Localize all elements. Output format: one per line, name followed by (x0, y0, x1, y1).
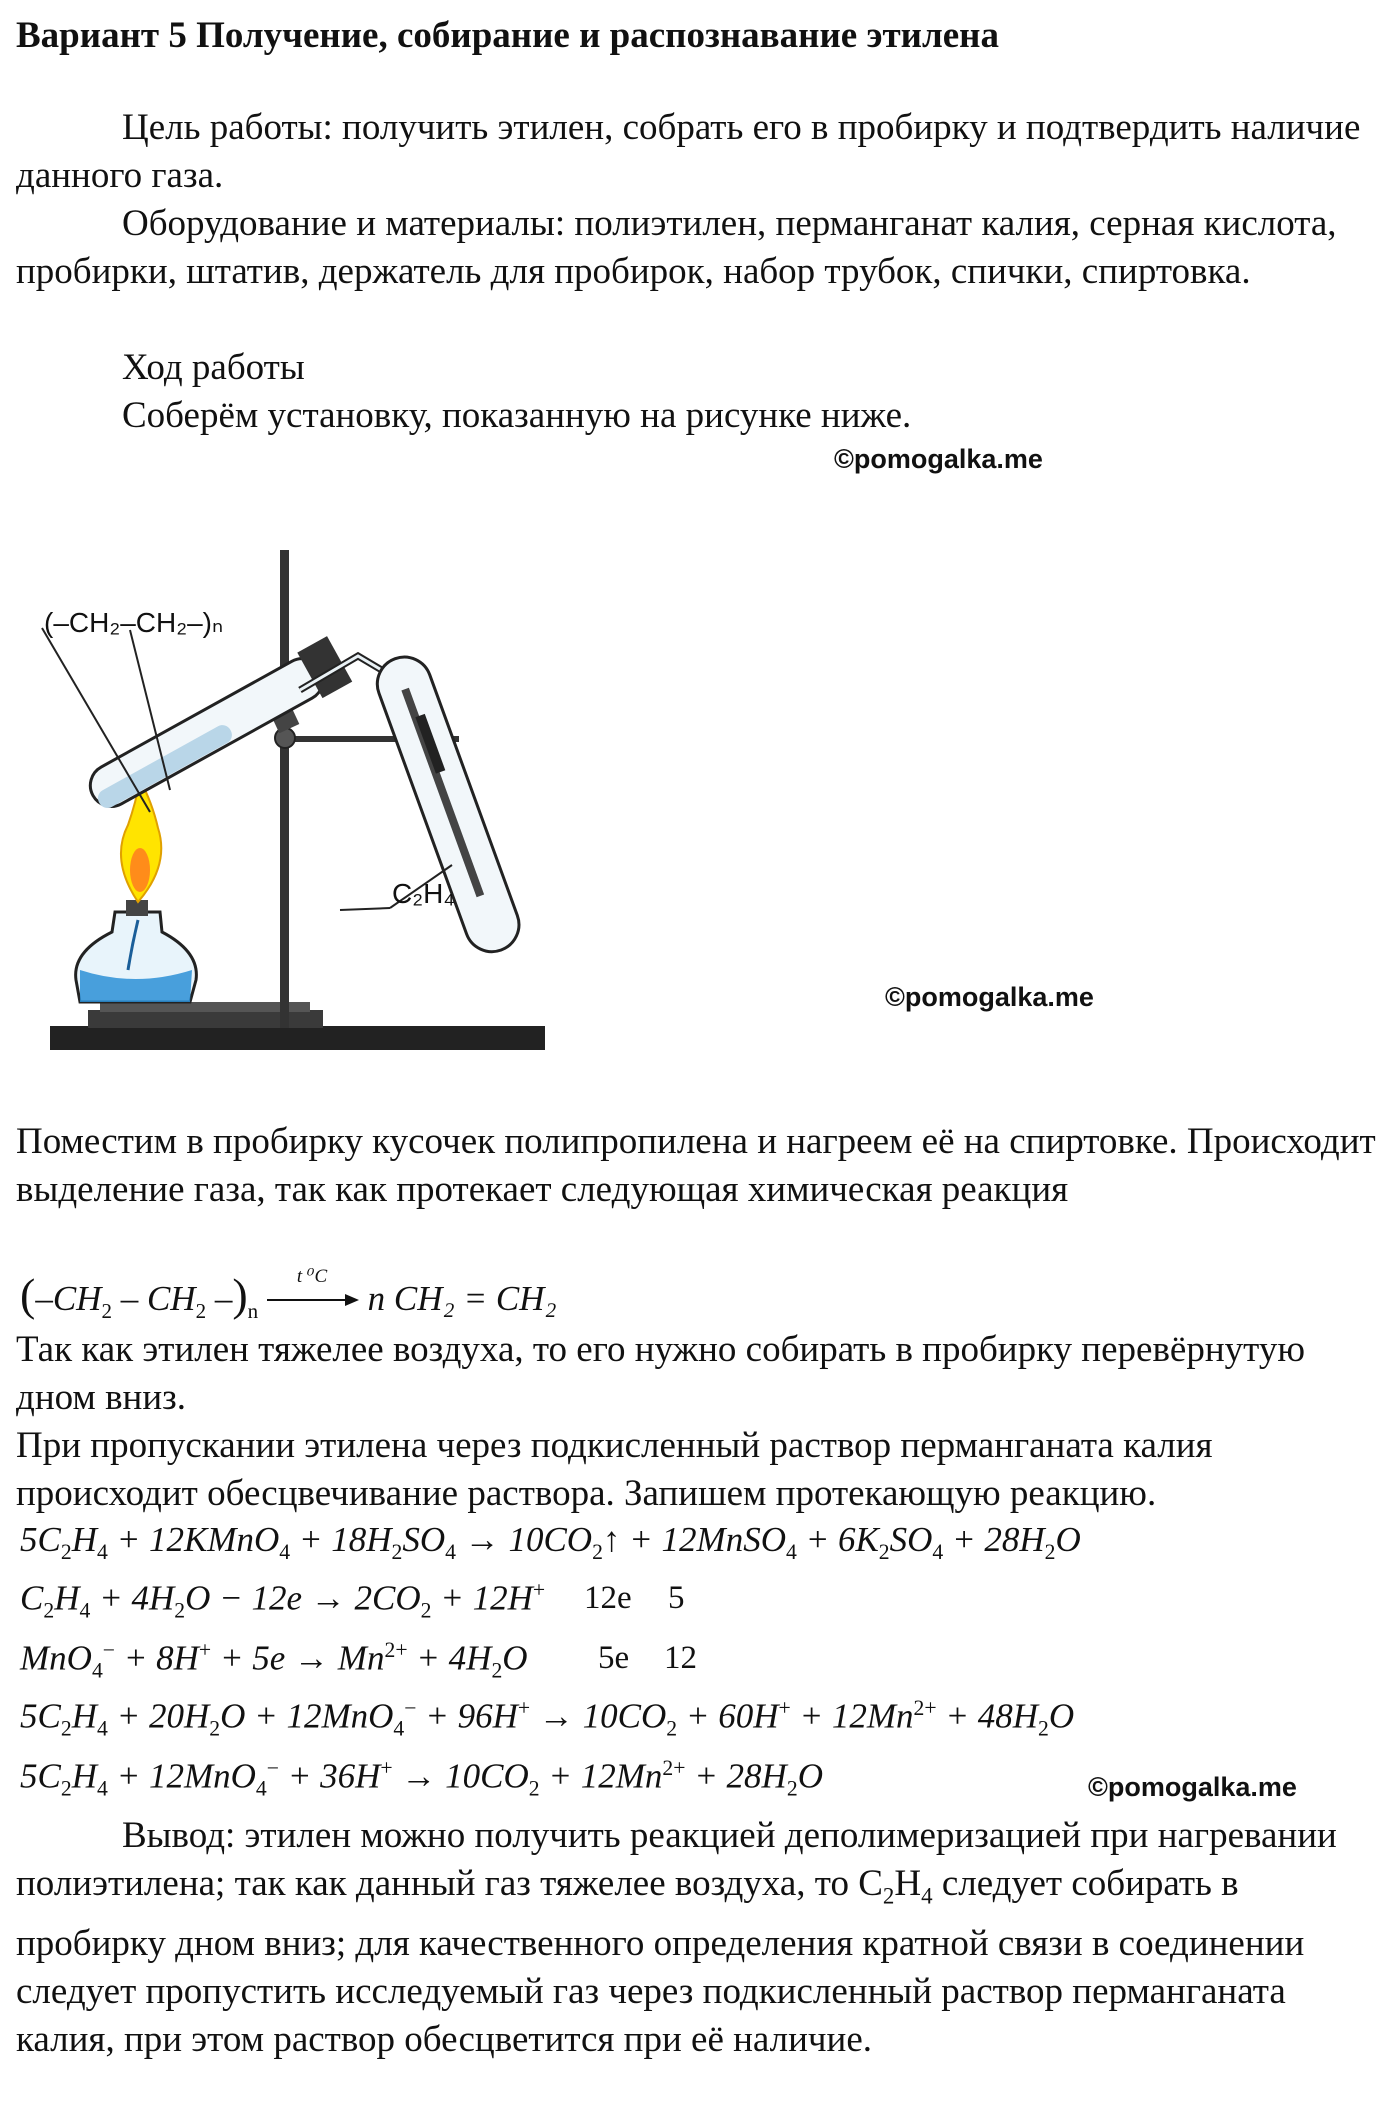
depolymerization-equation: ($-CH_2 - CH_2$ $-)_n$ t ⁰C n CH₂ = CH₂ (20, 1265, 557, 1323)
collecting-paragraph: Так как этилен тяжелее воздуха, то его нужно собирать в пробирку перевёрнутую дном вниз. (16, 1329, 1305, 1418)
conclusion-text-start: Вывод: этилен можно получить реакцией деполимеризацией при нагревании полиэтилена; так как данный газ тяжелее воздуха, то C (16, 1815, 1337, 1904)
arrow-condition: t ⁰C (296, 1265, 328, 1287)
assemble-paragraph: Соберём установку, показанную на рисунке ниже. (122, 395, 912, 436)
procedure-heading: Ход работы (122, 347, 305, 388)
equation-ionic-net: $5C_2H_4 + 12MnO_4^- + 36H^+ \to 10CO_2 + 12Mn^{2+} + 28H_2O$ (20, 1756, 823, 1801)
watermark-bottom: ©pomogalka.me (1088, 1772, 1297, 1802)
equation-oxidation: $C_2H_4 + 4H_2O - 12e \to 2CO_2 + 12H^+$ (20, 1578, 546, 1623)
goal-paragraph: Цель работы: получить этилен, собрать его в пробирку и подтвердить наличие данного газа. (16, 107, 1361, 196)
watermark-middle: ©pomogalka.me (885, 982, 1094, 1012)
oxidation-electrons: 12e (584, 1580, 632, 1616)
equation-full-molecular: $5C_2H_4$ + 12KMnO$_4$ + $18H_2SO_4$ → $10CO_2↑$ + 12MnSO$_4$ + $6K_2SO_4 + 28H_2O$ (20, 1520, 1081, 1564)
heating-paragraph: Поместим в пробирку кусочек полипропилена и нагреем её на спиртовке. Происходит выделение газа, так как протекает следующая химическая реакция (16, 1121, 1376, 1210)
stand-rod (280, 550, 289, 1028)
gas-label: C₂H₄ (392, 878, 455, 909)
equation-reduction: $MnO_4^- + 8H^+ + 5e \to Mn^{2+} + 4H_2O$ (20, 1638, 528, 1683)
apparatus-figure (40, 540, 560, 1065)
equipment-paragraph: Оборудование и материалы: полиэтилен, перманганат калия, серная кислота, пробирки, штатив, держатель для пробирок, набор трубок, спички, спиртовка. (16, 203, 1337, 292)
stand-base (50, 1026, 545, 1050)
conclusion-paragraph: Вывод: этилен можно получить реакцией деполимеризацией при нагревании полиэтилена; так как данный газ тяжелее воздуха, то $C_2H_4$ следует собирать в пробирку дном вниз; для качественного определения кратной связи в соединении следует пропустить исследуемый газ через подкисленный раствор перманганата калия, при этом раствор обесцветится при её наличие. (16, 1815, 1337, 2061)
reduction-electrons: 5e (598, 1640, 630, 1676)
permanganate-paragraph: При пропускании этилена через подкисленный раствор перманганата калия происходит обесцвечивание раствора. Запишем протекающую реакцию. (16, 1425, 1213, 1514)
polymer-label: (–CH₂–CH₂–)ₙ (44, 607, 224, 638)
reduction-coefficient: 12 (664, 1640, 697, 1676)
page-title: Вариант 5 Получение, собирание и распознавание этилена (16, 15, 999, 56)
oxidation-coefficient: 5 (668, 1580, 685, 1616)
conclusion-text-end: следует собирать в пробирку дном вниз; для качественного определения кратной связи в соединении следует пропустить исследуемый газ через подкисленный раствор перманганата калия, при этом раствор обесцветится при её наличие. (16, 1863, 1305, 2061)
watermark-top: ©pomogalka.me (834, 444, 1043, 474)
equation-ionic-sum: $5C_2H_4 + 20H_2O + 12MnO_4^- + 96H^+ \to 10CO_2 + 60H^+ + 12Mn^{2+} + 48H_2O$ (20, 1696, 1075, 1741)
heat-arrow (267, 1265, 359, 1317)
reaction-product: n CH₂ = CH₂ (367, 1279, 557, 1318)
